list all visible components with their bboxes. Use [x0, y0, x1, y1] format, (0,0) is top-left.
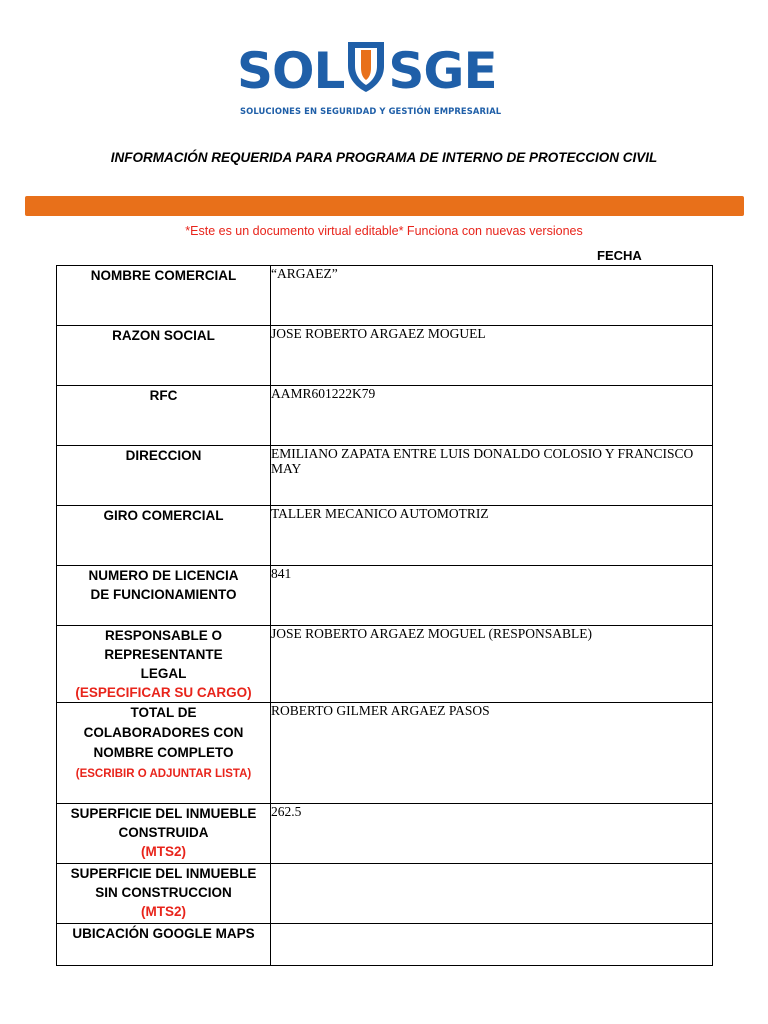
label-razon-social: RAZON SOCIAL: [57, 326, 271, 386]
label-superficie-construida-unit: (MTS2): [141, 844, 186, 859]
field-google-maps[interactable]: [271, 924, 713, 966]
editable-notice: *Este es un documento virtual editable* Funciona con nuevas versiones: [185, 224, 583, 238]
form-row-responsable: [57, 626, 713, 703]
label-superficie-sin-construccion-unit: (MTS2): [141, 904, 186, 919]
info-form-table: [56, 265, 713, 966]
label-superficie-construida: SUPERFICIE DEL INMUEBLE CONSTRUIDA (MTS2): [57, 804, 271, 864]
label-responsable: RESPONSABLE O REPRESENTANTE LEGAL (ESPECIFICAR SU CARGO): [57, 626, 271, 703]
form-row-razon-social: [57, 326, 713, 386]
form-row-colaboradores: [57, 703, 713, 804]
label-colaboradores-note: (ESCRIBIR O ADJUNTAR LISTA): [75, 768, 252, 780]
label-direccion: DIRECCION: [57, 446, 271, 506]
field-rfc[interactable]: AAMR601222K79: [271, 386, 713, 446]
form-row-superficie-construida: [57, 804, 713, 864]
label-google-maps: UBICACIÓN GOOGLE MAPS: [57, 924, 271, 966]
label-colaboradores: TOTAL DE COLABORADORES CON NOMBRE COMPLETO (ESCRIBIR O ADJUNTAR LISTA): [57, 703, 271, 804]
logo-tagline: SOLUCIONES EN SEGURIDAD Y GESTIÓN EMPRESARIAL: [240, 106, 502, 116]
form-row-giro-comercial: [57, 506, 713, 566]
logo-word-right: SGE: [388, 42, 497, 100]
field-razon-social[interactable]: JOSE ROBERTO ARGAEZ MOGUEL: [271, 326, 713, 386]
form-row-direccion: [57, 446, 713, 506]
label-rfc: RFC: [57, 386, 271, 446]
label-superficie-sin-construccion: SUPERFICIE DEL INMUEBLE SIN CONSTRUCCION (MTS2): [57, 864, 271, 924]
field-direccion[interactable]: EMILIANO ZAPATA ENTRE LUIS DONALDO COLOSIO Y FRANCISCO MAY: [271, 446, 713, 506]
field-licencia[interactable]: 841: [271, 566, 713, 626]
label-nombre-comercial: NOMBRE COMERCIAL: [57, 266, 271, 326]
shield-icon: [345, 38, 387, 94]
logo-wordmark: [237, 36, 497, 106]
logo-word-left: SOL: [237, 42, 345, 100]
form-row-nombre-comercial: [57, 266, 713, 326]
fecha-label: FECHA: [597, 248, 642, 263]
document-title: INFORMACIÓN REQUERIDA PARA PROGRAMA DE INTERNO DE PROTECCION CIVIL: [110, 150, 658, 165]
orange-divider: [25, 196, 744, 216]
field-colaboradores[interactable]: ROBERTO GILMER ARGAEZ PASOS: [271, 703, 713, 804]
field-superficie-sin-construccion[interactable]: [271, 864, 713, 924]
label-licencia: NUMERO DE LICENCIA DE FUNCIONAMIENTO: [57, 566, 271, 626]
company-logo: [237, 40, 513, 120]
form-row-rfc: [57, 386, 713, 446]
field-giro-comercial[interactable]: TALLER MECANICO AUTOMOTRIZ: [271, 506, 713, 566]
label-responsable-note: (ESPECIFICAR SU CARGO): [75, 685, 252, 700]
form-row-google-maps: [57, 924, 713, 966]
field-superficie-construida[interactable]: 262.5: [271, 804, 713, 864]
field-responsable[interactable]: JOSE ROBERTO ARGAEZ MOGUEL (RESPONSABLE): [271, 626, 713, 703]
form-row-superficie-sin-construccion: [57, 864, 713, 924]
field-nombre-comercial[interactable]: “ARGAEZ”: [271, 266, 713, 326]
form-row-licencia: [57, 566, 713, 626]
label-giro-comercial: GIRO COMERCIAL: [57, 506, 271, 566]
